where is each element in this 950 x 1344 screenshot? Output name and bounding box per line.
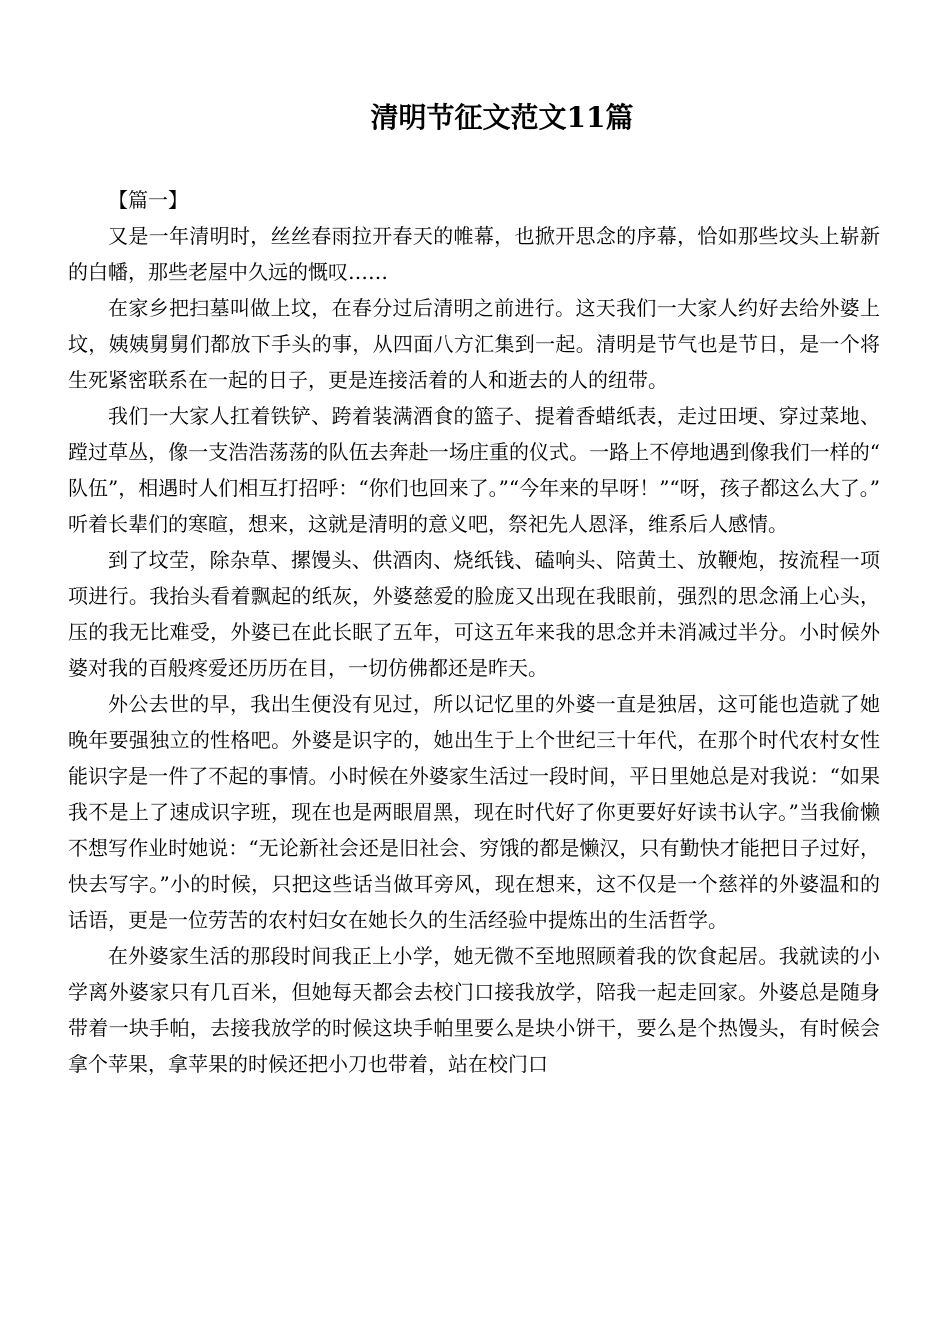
section-label: 【篇一】 <box>108 188 188 212</box>
paragraph-6: 在外婆家生活的那段时间我正上小学，她无微不至地照顾着我的饮食起居。我就读的小学离外婆家只有几百米，但她每天都会去校门口接我放学，陪我一起走回家。外婆总是随身带着一块手帕，去接我放学的时候这块手帕里要么是块小饼干，要么是个热馒头，有时候会拿个苹果，拿苹果的时候还把小刀也带着，站在校门口 <box>68 944 880 1076</box>
paragraph-2: 在家乡把扫墓叫做上坟，在春分过后清明之前进行。这天我们一大家人约好去给外婆上坟，姨姨舅舅们都放下手头的事，从四面八方汇集到一起。清明是节气也是节日，是一个将生死紧密联系在一起的日子，更是连接活着的人和逝去的人的纽带。 <box>68 296 880 392</box>
paragraph-4: 到了坟茔，除杂草、摞馒头、供酒肉、烧纸钱、磕响头、陪黄土、放鞭炮，按流程一项项进行。我抬头看着飘起的纸灰，外婆慈爱的脸庞又出现在我眼前，强烈的思念涌上心头，压的我无比难受，外婆已在此长眠了五年，可这五年来我的思念并未消减过半分。小时候外婆对我的百般疼爱还历历在目，一切仿佛都还是昨天。 <box>68 548 880 680</box>
paragraph-1: 又是一年清明时，丝丝春雨拉开春天的帷幕，也掀开思念的序幕，恰如那些坟头上崭新的白幡，那些老屋中久远的慨叹…… <box>68 224 880 284</box>
document-title: 清明节征文范文11篇 <box>370 101 634 134</box>
paragraph-5: 外公去世的早，我出生便没有见过，所以记忆里的外婆一直是独居，这可能也造就了她晚年要强独立的性格吧。外婆是识字的，她出生于上个世纪三十年代，在那个时代农村女性能识字是一件了不起的事情。小时候在外婆家生活过一段时间，平日里她总是对我说：“如果我不是上了速成识字班，现在也是两眼眉黑，现在时代好了你更要好好读书认字。”当我偷懒不想写作业时她说：“无论新社会还是旧社会、穷饿的都是懒汉，只有勤快才能把日子过好，快去写字。”小的时候，只把这些话当做耳旁风，现在想来，这不仅是一个慈祥的外婆温和的话语，更是一位劳苦的农村妇女在她长久的生活经验中提炼出的生活哲学。 <box>68 692 880 932</box>
document-body <box>68 182 880 1082</box>
paragraph-3: 我们一大家人扛着铁铲、跨着装满酒食的篮子、提着香蜡纸表，走过田埂、穿过菜地、蹚过草丛，像一支浩浩荡荡的队伍去奔赴一场庄重的仪式。一路上不停地遇到像我们一样的“队伍”，相遇时人们相互打招呼：“你们也回来了。”“今年来的早呀！”“呀，孩子都这么大了。”听着长辈们的寒暄，想来，这就是清明的意义吧，祭祀先人恩泽，维系后人感情。 <box>68 404 880 536</box>
